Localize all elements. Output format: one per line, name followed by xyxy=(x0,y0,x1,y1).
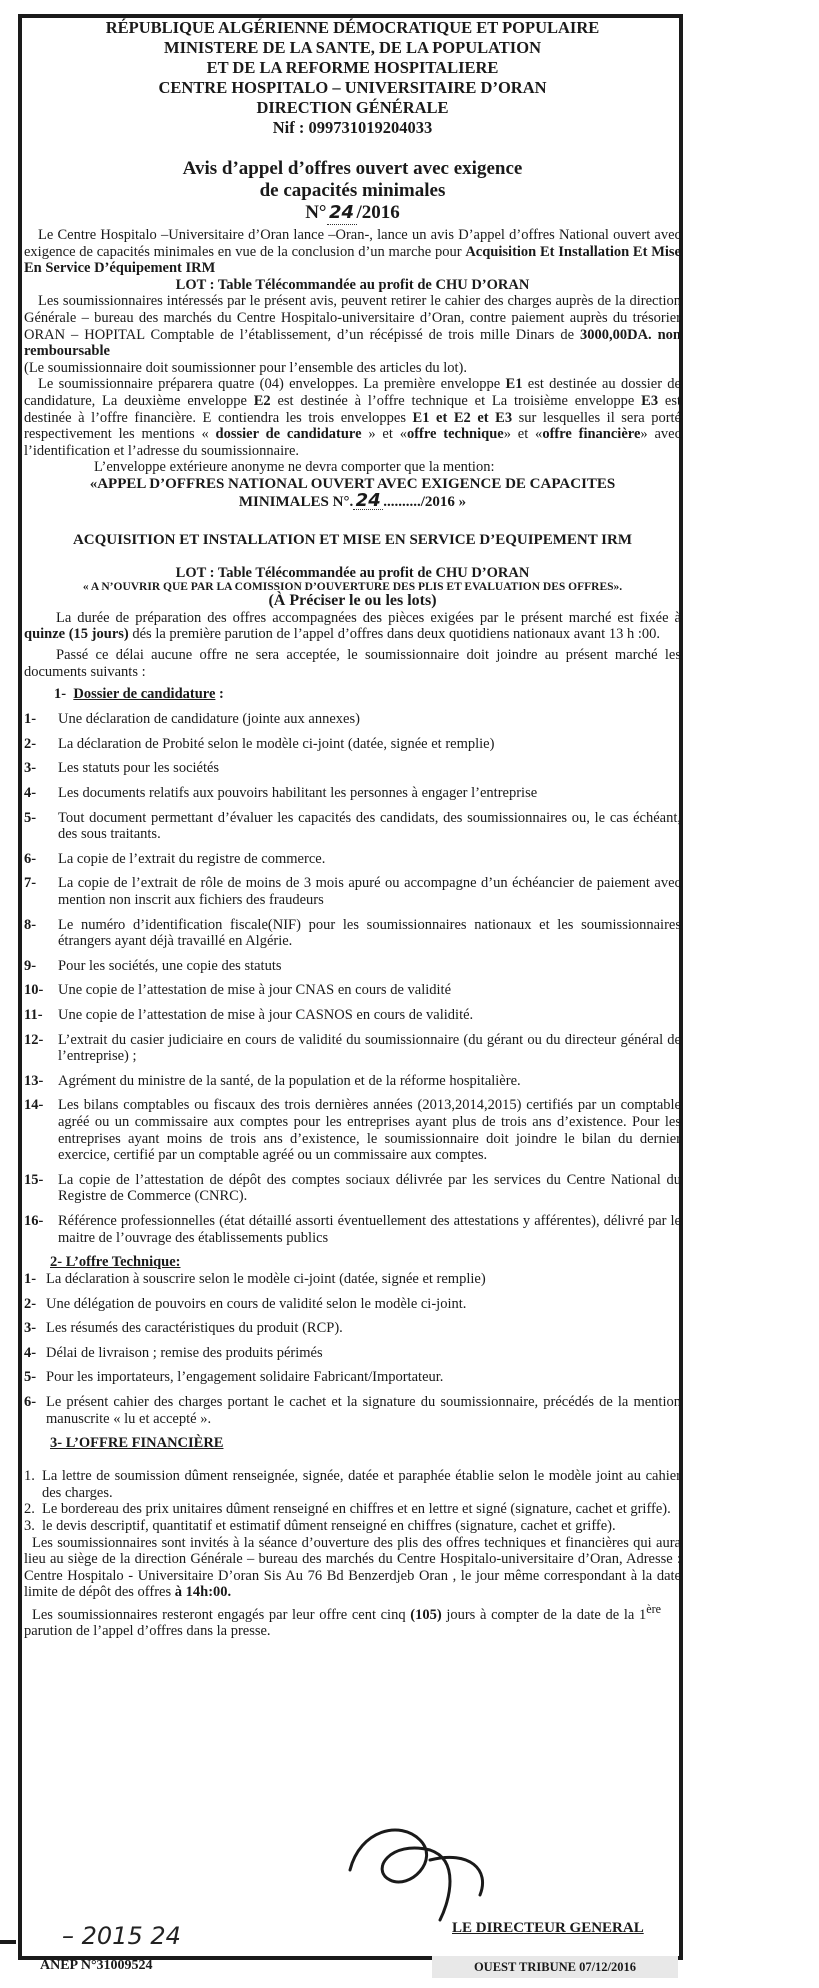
dossier-item-text: Référence professionnelles (état détaillé assorti éventuellement des attestations y afférentes), délivré par le maitre de l’ouvrage des établissements publics xyxy=(58,1212,681,1246)
dossier-item xyxy=(24,1007,681,1024)
dossier-item xyxy=(24,1213,681,1246)
dossier-item xyxy=(24,875,681,908)
dossier-item-number: 3- xyxy=(24,760,37,777)
tender-notice xyxy=(24,18,681,1640)
technique-item-number: 6- xyxy=(24,1394,37,1411)
validity-text-1: Les soumissionnaires resteront engagés par leur offre cent cinq xyxy=(32,1606,411,1623)
dossier-item-number: 1- xyxy=(24,711,37,728)
dossier-item-number: 11- xyxy=(24,1006,43,1023)
technique-item xyxy=(24,1369,681,1386)
env-e1: E1 xyxy=(505,376,523,393)
withdraw-text: Les soumissionnaires intéressés par le présent avis, peuvent retirer le cahier des charges auprès de la direction Générale – bureau des marchés du Centre Hospitalo-universitaire d’Oran, contre paiement auprès du trésorier ORAN – HOPITAL Comptable de l’établissement, d’un récépissé de trois mille Dinars de xyxy=(24,293,681,343)
dossier-item-text: Une déclaration de candidature (jointe aux annexes) xyxy=(58,711,360,728)
dossier-item xyxy=(24,851,681,868)
commission-note: « A N’OUVRIR QUE PAR LA COMISSION D’OUVERTURE DES PLIS ET EVALUATION DES OFFRES». xyxy=(82,581,623,594)
header-line-2: MINISTERE DE LA SANTE, DE LA POPULATION xyxy=(164,38,541,57)
dossier-item-number: 12- xyxy=(24,1031,44,1048)
validity-text-2: jours à compter de la date de la 1 xyxy=(441,1606,647,1623)
technique-item-text: Pour les importateurs, l’engagement solidaire Fabricant/Importateur. xyxy=(46,1369,444,1386)
dossier-item-number: 16- xyxy=(24,1212,44,1229)
dossier-item-number: 9- xyxy=(24,957,37,974)
mention-line-2 xyxy=(24,489,681,511)
invitation-time: à 14h:00. xyxy=(174,1584,232,1601)
financiere-item-number: 1. xyxy=(24,1468,35,1485)
financiere-item-number: 2. xyxy=(24,1501,35,1518)
technique-item-text: Les résumés des caractéristiques du produit (RCP). xyxy=(46,1320,343,1337)
technique-item-number: 3- xyxy=(24,1320,37,1337)
withdraw-amount: 3000,00DA. non remboursable xyxy=(24,326,682,360)
dossier-item xyxy=(24,711,681,728)
dossier-num: 1- xyxy=(54,686,67,703)
financiere-item-text: Le bordereau des prix unitaires dûment renseigné en chiffres et en lettre et signé (signature, cachet et griffe). xyxy=(42,1501,671,1518)
validity-sup: ère xyxy=(646,1602,661,1616)
dossier-item-number: 7- xyxy=(24,875,37,892)
number-prefix: N° xyxy=(305,202,327,223)
env-text-3: est destinée à l’offre technique et La troisième enveloppe xyxy=(270,392,642,409)
technique-item-text: Une délégation de pouvoirs en cours de validité selon le modèle ci-joint. xyxy=(46,1295,467,1312)
technique-item xyxy=(24,1271,681,1288)
dossier-item-number: 2- xyxy=(24,735,37,752)
intro-paragraph xyxy=(24,227,681,277)
dossier-item xyxy=(24,785,681,802)
dossier-item-text: La copie de l’extrait de rôle de moins de 3 mois apuré ou accompagne d’un échéancier de paiement avec mention non inscrit aux fichiers des fraudeurs xyxy=(58,875,681,908)
mention-handwritten: 24 xyxy=(353,493,383,511)
technique-item-text: La déclaration à souscrire selon le modèle ci-joint (datée, signée et remplie) xyxy=(46,1271,486,1288)
financiere-item-text: La lettre de soumission dûment renseignée, signée, datée et paraphée établie selon le modèle joint au cahier des charges. xyxy=(42,1468,681,1501)
header-line-5: DIRECTION GÉNÉRALE xyxy=(256,98,449,117)
deadline-paragraph: Passé ce délai aucune offre ne sera acceptée, le soumissionnaire doit joindre au présent marché les documents suivants : xyxy=(24,647,681,680)
handwritten-number: – 2015 24 xyxy=(62,1922,181,1950)
dossier-item-text: Les statuts pour les sociétés xyxy=(58,760,220,777)
env-text-8: » avec l’identification et l’adresse du soumissionnaire. xyxy=(24,426,682,459)
dossier-item-text: Les bilans comptables ou fiscaux des trois dernières années (2013,2014,2015) certifiés par un comptable agréé ou un commissaire aux comptes pour les entreprises ayant plus de trois ans d’existence. Pour les entreprises ayant moins de trois ans d’existence, le soumissionnaire doit joindre le bilan du dernier exercice, certifié par un comptable agréé ou un commissaire aux comptes. xyxy=(58,1097,681,1164)
duration-bold: quinze (15 jours) xyxy=(24,626,129,643)
technique-item xyxy=(24,1296,681,1313)
intro-object: Acquisition Et Installation Et Mise En Service D’équipement IRM xyxy=(24,243,681,277)
dossier-item-number: 14- xyxy=(24,1097,44,1114)
technique-item-text: Délai de livraison ; remise des produits périmés xyxy=(46,1344,323,1361)
invitation-paragraph xyxy=(24,1535,681,1601)
dossier-item-text: Une copie de l’attestation de mise à jour CASNOS en cours de validité. xyxy=(58,1006,474,1023)
env-e2: E2 xyxy=(253,392,271,409)
header-line-1: RÉPUBLIQUE ALGÉRIENNE DÉMOCRATIQUE ET POPULAIRE xyxy=(105,18,600,37)
dossier-item-text: Les documents relatifs aux pouvoirs habilitant les personnes à engager l’entreprise xyxy=(58,785,538,802)
notice-title-2: de capacités minimales xyxy=(259,180,446,201)
financiere-list xyxy=(24,1468,681,1534)
withdraw-paragraph xyxy=(24,293,681,359)
withdraw-note: (Le soumissionnaire doit soumissionner pour l’ensemble des articles du lot). xyxy=(24,359,467,376)
technique-item xyxy=(24,1320,681,1337)
dossier-item xyxy=(24,917,681,950)
invitation-text: Les soumissionnaires sont invités à la séance d’ouverture des plis des offres techniques et financières qui aura lieu au siège de la direction Générale – bureau des marchés du Centre Hospitalo-universitaire d’Oran, Adresse : Centre Hospitalo - Universitaire D’oran Sis Au 76 Bd Benzerdjeb Oran , le jour même correspondant à la date limite de dépôt des offres xyxy=(24,1534,681,1601)
header-line-3: ET DE LA REFORME HOSPITALIERE xyxy=(206,58,499,77)
nif: Nif : 099731019204033 xyxy=(272,118,433,137)
director-signature xyxy=(330,1800,550,1940)
dossier-item xyxy=(24,1032,681,1065)
financiere-item xyxy=(24,1468,681,1501)
dossier-colon: : xyxy=(215,686,224,703)
anep-number: ANEP N°31009524 xyxy=(40,1958,153,1973)
env-text-1: Le soumissionnaire préparera quatre (04) enveloppes. La première enveloppe xyxy=(38,376,506,393)
dossier-item xyxy=(24,810,681,843)
financiere-item xyxy=(24,1501,681,1518)
technique-list xyxy=(24,1271,681,1427)
dossier-item-number: 8- xyxy=(24,916,37,933)
border-tick xyxy=(0,1940,16,1944)
dossier-item xyxy=(24,958,681,975)
dossier-item-text: L’extrait du casier judiciaire en cours de validité du soumissionnaire (du gérant ou du directeur général de l’entreprise) ; xyxy=(58,1031,681,1065)
dossier-item-number: 5- xyxy=(24,809,37,826)
preciser-lots: (À Préciser le ou les lots) xyxy=(268,592,437,610)
dossier-item-text: Tout document permettant d’évaluer les capacités des candidats, des soumissionnaires ou, le cas échéant, des sous traitants. xyxy=(58,809,681,843)
env-mention-1: dossier de candidature xyxy=(215,426,362,443)
env-text-6: » et « xyxy=(361,426,407,443)
dossier-item-number: 13- xyxy=(24,1072,44,1089)
dossier-item-text: Agrément du ministre de la santé, de la population et de la réforme hospitalière. xyxy=(58,1072,521,1089)
technique-item-text: Le présent cahier des charges portant le cachet et la signature du soumissionnaire, précédés de la mention manuscrite « lu et accepté ». xyxy=(46,1394,681,1427)
validity-days: (105) xyxy=(410,1606,442,1623)
dossier-item-number: 4- xyxy=(24,785,37,802)
technique-item-number: 4- xyxy=(24,1344,37,1361)
dossier-title: Dossier de candidature xyxy=(73,686,216,703)
dossier-item-text: La déclaration de Probité selon le modèle ci-joint (datée, signée et remplie) xyxy=(58,735,495,752)
env-text-7: » et « xyxy=(503,426,543,443)
financiere-item-text: le devis descriptif, quantitatif et estimatif dûment renseigné en chiffres (signature, cachet et griffe). xyxy=(42,1518,616,1535)
number-handwritten: 24 xyxy=(327,202,357,225)
dossier-item-text: Une copie de l’attestation de mise à jour CNAS en cours de validité xyxy=(58,982,452,999)
header-line-4: CENTRE HOSPITALO – UNIVERSITAIRE D’ORAN xyxy=(158,78,547,97)
outer-envelope-text: L’enveloppe extérieure anonyme ne devra comporter que la mention: xyxy=(94,459,495,476)
dossier-item xyxy=(24,1073,681,1090)
mention-suffix: ........../2016 » xyxy=(383,493,467,510)
dossier-item xyxy=(24,736,681,753)
env-text-5: sur lesquelles il sera porté respectivement les mentions « xyxy=(24,409,681,443)
dossier-item-text: Pour les sociétés, une copie des statuts xyxy=(58,957,282,974)
env-mention-3: offre financière xyxy=(542,426,641,443)
env-e3: E3 xyxy=(641,392,659,409)
lot-line-2: LOT : Table Télécommandée au profit de CHU D’ORAN xyxy=(175,564,530,581)
section-title: ACQUISITION ET INSTALLATION ET MISE EN SERVICE D’EQUIPEMENT IRM xyxy=(72,532,633,549)
validity-text-3: parution de l’appel d’offres dans la presse. xyxy=(24,1623,271,1640)
financiere-item-number: 3. xyxy=(24,1518,35,1535)
dossier-item xyxy=(24,982,681,999)
duration-paragraph xyxy=(24,610,681,643)
duration-text-2: dés la première parution de l’appel d’offres dans deux quotidiens nationaux avant 13 h :00. xyxy=(128,626,660,643)
technique-item xyxy=(24,1345,681,1362)
dossier-item-number: 10- xyxy=(24,982,44,999)
director-title: LE DIRECTEUR GENERAL xyxy=(452,1920,644,1936)
publication-source: OUEST TRIBUNE 07/12/2016 xyxy=(432,1956,678,1978)
technique-item-number: 2- xyxy=(24,1295,37,1312)
financiere-item xyxy=(24,1518,681,1535)
dossier-item-text: Le numéro d’identification fiscale(NIF) pour les soumissionnaires nationaux et les soumissionnaires étrangers ayant déjà travaillé en Algérie. xyxy=(58,916,681,950)
duration-text-1: La durée de préparation des offres accompagnées des pièces exigées par le présent marché est fixée à xyxy=(56,609,681,626)
dossier-item xyxy=(24,1097,681,1163)
dossier-item-text: La copie de l’extrait du registre de commerce. xyxy=(58,850,326,867)
dossier-list xyxy=(24,711,681,1246)
technique-item-number: 1- xyxy=(24,1271,37,1288)
number-suffix: /2016 xyxy=(356,202,400,223)
dossier-heading xyxy=(54,686,681,703)
env-e123: E1 et E2 et E3 xyxy=(412,409,513,426)
notice-title-1: Avis d’appel d’offres ouvert avec exigence xyxy=(182,158,523,179)
envelopes-paragraph xyxy=(24,376,681,459)
technique-heading: 2- L’offre Technique: xyxy=(50,1254,181,1271)
notice-number xyxy=(24,202,681,225)
mention-line-1: «APPEL D’OFFRES NATIONAL OUVERT AVEC EXIGENCE DE CAPACITES xyxy=(89,475,616,492)
dossier-item xyxy=(24,1172,681,1205)
technique-item-number: 5- xyxy=(24,1369,37,1386)
env-text-4: est destinée à l’offre financière. E contiendra les trois enveloppes xyxy=(24,392,682,426)
env-text-2: est destinée au dossier de candidature, La deuxième enveloppe xyxy=(24,376,681,409)
dossier-item-text: La copie de l’attestation de dépôt des comptes sociaux délivrée par les services du Centre National du Registre de Commerce (CNRC). xyxy=(58,1171,681,1205)
validity-paragraph xyxy=(24,1601,681,1640)
dossier-item-number: 6- xyxy=(24,850,37,867)
intro-text: Le Centre Hospitalo –Universitaire d’Oran lance –Oran-, lance un avis D’appel d’offres National ouvert avec exigence de capacités minimales en vue de la conclusion d’un marche pour xyxy=(24,227,681,260)
dossier-item xyxy=(24,760,681,777)
financiere-heading: 3- L’OFFRE FINANCIÈRE xyxy=(50,1435,224,1452)
dossier-item-number: 15- xyxy=(24,1171,44,1188)
env-mention-2: offre technique xyxy=(406,426,504,443)
lot-line: LOT : Table Télécommandée au profit de CHU D’ORAN xyxy=(175,276,530,293)
technique-item xyxy=(24,1394,681,1427)
mention-prefix: MINIMALES N°. xyxy=(238,493,354,510)
